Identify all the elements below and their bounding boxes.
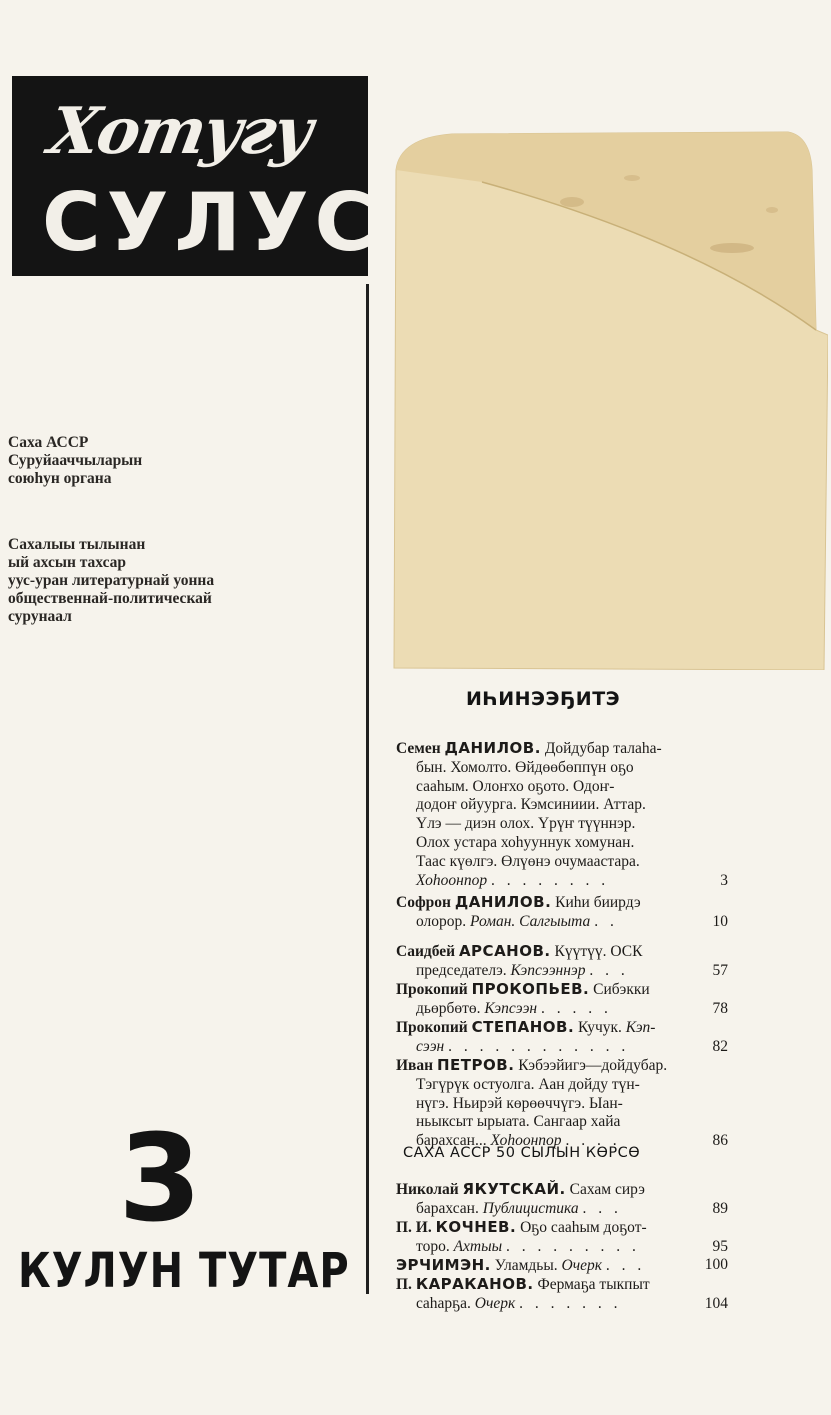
author-surname: КОЧНЕВ. (435, 1218, 517, 1236)
entry-title-text: Сахам сирэ (569, 1181, 645, 1198)
entry-page-number: 10 (712, 912, 728, 930)
entry-genre: Кэпсээн (484, 999, 538, 1017)
entry-title-text: Фермаҕа тыкпыт (537, 1276, 650, 1293)
toc-entry: Софрон ДАНИЛОВ. Киһи биирдэ олорор. Роман. Салгыыта . . 10 (396, 893, 728, 930)
masthead-script-title: Хотугу (43, 94, 318, 169)
author-first-name: Прокопий (396, 1019, 468, 1036)
description-line: уус-уран литературнай уонна (8, 572, 215, 589)
issue-number: 3 (118, 1110, 202, 1249)
entry-page-number: 89 (712, 1199, 728, 1217)
vertical-divider (366, 284, 369, 1294)
author-surname: ДАНИЛОВ. (444, 739, 541, 757)
toc-entry: Николай ЯКУТСКАЙ. Сахам сирэ барахсан. Публицистика . . . 89 (396, 1180, 728, 1217)
author-first-name: Иван (396, 1057, 434, 1074)
toc-entry: П. И. КОЧНЕВ. Оҕо сааһым доҕот- торо. Ахтыы . . . . . . . . . 95 (396, 1218, 728, 1255)
entry-page-number: 86 (712, 1132, 728, 1150)
publisher-line: Суруйааччыларын (8, 452, 143, 469)
author-first-name: Прокопий (396, 981, 468, 998)
author-first-name: Софрон (396, 894, 451, 911)
entry-genre: Кэпсээннэр (510, 961, 586, 979)
entry-title-text: дьөрбөтө. (416, 999, 481, 1017)
entry-page-number: 78 (712, 999, 728, 1017)
entry-title-text: Уламдьы. (494, 1257, 558, 1274)
author-first-name: Саидбей (396, 943, 456, 960)
toc-entry: Прокопий ПРОКОПЬЕВ. Сибэкки дьөрбөтө. Кэпсээн . . . . . 78 (396, 980, 728, 1017)
entry-title-text: Күүтүү. ОСК (554, 943, 643, 960)
entry-title-text: сээн (416, 1037, 445, 1055)
entry-title-text: Үлэ — диэн олох. Үрүҥ түүннэр. (416, 815, 636, 833)
author-surname: СТЕПАНОВ. (471, 1018, 575, 1036)
entry-genre: Очерк (561, 1257, 602, 1274)
publisher-line: Саха АССР (8, 434, 89, 451)
toc-entry: ЭРЧИМЭН. Уламдьы. Очерк . . . 100 (396, 1256, 728, 1274)
author-first-name: Семен (396, 740, 441, 757)
entry-genre: Кэп- (625, 1019, 656, 1036)
description-line: сурунаал (8, 608, 72, 625)
entry-page-number: 57 (712, 961, 728, 979)
author-first-name: П. И. (396, 1219, 432, 1236)
entry-title-text: нүгэ. Ньирэй көрөөччүгэ. Ыан- (416, 1094, 623, 1112)
author-surname: ПЕТРОВ. (436, 1056, 515, 1074)
masthead-logo (12, 76, 380, 276)
author-surname: ЭРЧИМЭН. (396, 1256, 491, 1274)
entry-title-text: ньыксыт ырыата. Сангаар хайа (416, 1113, 621, 1131)
entry-genre: Хоһоонnор (490, 1132, 562, 1150)
publisher-line: союһун органа (8, 470, 112, 487)
entry-genre: Очерк (474, 1294, 516, 1312)
entry-title-text: Олох устара хоһууннук хомунан. (416, 833, 635, 851)
toc-entry: П. КАРАКАНОВ. Фермаҕа тыкпыт сaһарҕа. Очерк . . . . . . . 104 (396, 1275, 728, 1312)
entry-title-text: сaһарҕа. (416, 1294, 471, 1312)
entry-genre: Хоһоонnор (416, 871, 488, 889)
entry-page-number: 95 (712, 1237, 728, 1255)
entry-title-text: барахсан. (416, 1199, 479, 1217)
author-first-name: Николай (396, 1181, 459, 1198)
author-surname: ДАНИЛОВ. (454, 893, 552, 911)
entry-page-number: 82 (712, 1037, 728, 1055)
toc-entry: Иван ПЕТРОВ. Кэбээйигэ—дойдубар. Тэгүрүк остуолга. Аан дойду түн- нүгэ. Ньирэй көрөөччүгэ. Ыан- ньыксыт ырыата. Сангаар хайа барахсан... Хоһоонnор . . . . 86 (396, 1056, 728, 1150)
contents-title: ИҺИНЭЭҔИТЭ (466, 688, 621, 710)
entry-title-text: додоҥ ойуурга. Кэмсиниии. Аттар. (416, 796, 646, 814)
description-line: общественнай-политическай (8, 590, 212, 607)
entry-page-number: 100 (704, 1256, 728, 1273)
masthead-block-title: СУЛУС (42, 176, 380, 269)
entry-genre: Публицистика (482, 1199, 579, 1217)
entry-page-number: 3 (720, 871, 728, 889)
description-line: Сахалыы тылынан (8, 536, 146, 553)
entry-title-text: Тэгүрүк остуолга. Аан дойду түн- (416, 1075, 640, 1093)
description-line: ый ахсын тахсар (8, 554, 127, 571)
entry-title-text: Оҕо сааһым доҕот- (520, 1219, 647, 1236)
entry-title-text: Таас күөлгэ. Өлүөнэ очумаастара. (416, 852, 640, 870)
entry-title-text: Кучук. (578, 1019, 622, 1036)
author-surname: КАРАКАНОВ. (415, 1275, 534, 1293)
author-surname: ЯКУТСКАЙ. (462, 1180, 566, 1198)
entry-page-number: 104 (704, 1294, 728, 1312)
entry-genre: Роман. Салгыыта (470, 912, 591, 930)
publisher-block (8, 434, 142, 488)
toc-entry: Саидбей АРСАНОВ. Күүтүү. ОСК председателэ. Кэпсээннэр . . . 57 (396, 942, 728, 979)
description-block (8, 536, 214, 626)
toc-entry: Семен ДАНИЛОВ. Дойдубар талаһа- бын. Хомолто. Өйдөөбөппүн оҕо сааһым. Олоҥхо оҕото. Одоҥ- додоҥ ойуурга. Кэмсиниии. Аттар. Үлэ — диэн олох. Үрүҥ түүннэр. Олох устара хоһууннук хомунан. Таас күөлгэ. Өлүөнэ очумаастара. Хоһоонnор . . . . . . . . 3 (396, 739, 728, 889)
entry-title-text: председателэ. (416, 961, 507, 979)
entry-title-text: Киһи биирдэ (555, 894, 641, 911)
issue-month: КУЛУН ТУТАР (18, 1244, 350, 1300)
entry-genre: Ахтыы (453, 1237, 503, 1255)
section-heading: САХА АССР 50 СЫЛЫН КӨРСӨ (403, 1145, 641, 1161)
entry-title-text: бын. Хомолто. Өйдөөбөппүн оҕо (416, 758, 634, 776)
entry-title-text: олорор. (416, 912, 467, 930)
author-surname: АРСАНОВ. (458, 942, 551, 960)
entry-title-text: барахсан... (416, 1132, 487, 1150)
author-surname: ПРОКОПЬЕВ. (471, 980, 590, 998)
entry-title-text: торо. (416, 1237, 450, 1255)
entry-title-text: Кэбээйигэ—дойдубар. (518, 1057, 668, 1074)
entry-title-text: Сибэкки (593, 981, 650, 998)
author-first-name: П. (396, 1276, 412, 1293)
entry-title-text: сааһым. Олоҥхо оҕото. Одоҥ- (416, 777, 615, 795)
entry-title-text: Дойдубар талаһа- (544, 740, 662, 757)
toc-entry: Прокопий СТЕПАНОВ. Кучук. Кэп- сээн . . . . . . . . . . . . 82 (396, 1018, 728, 1055)
paper-clipping (392, 130, 828, 670)
